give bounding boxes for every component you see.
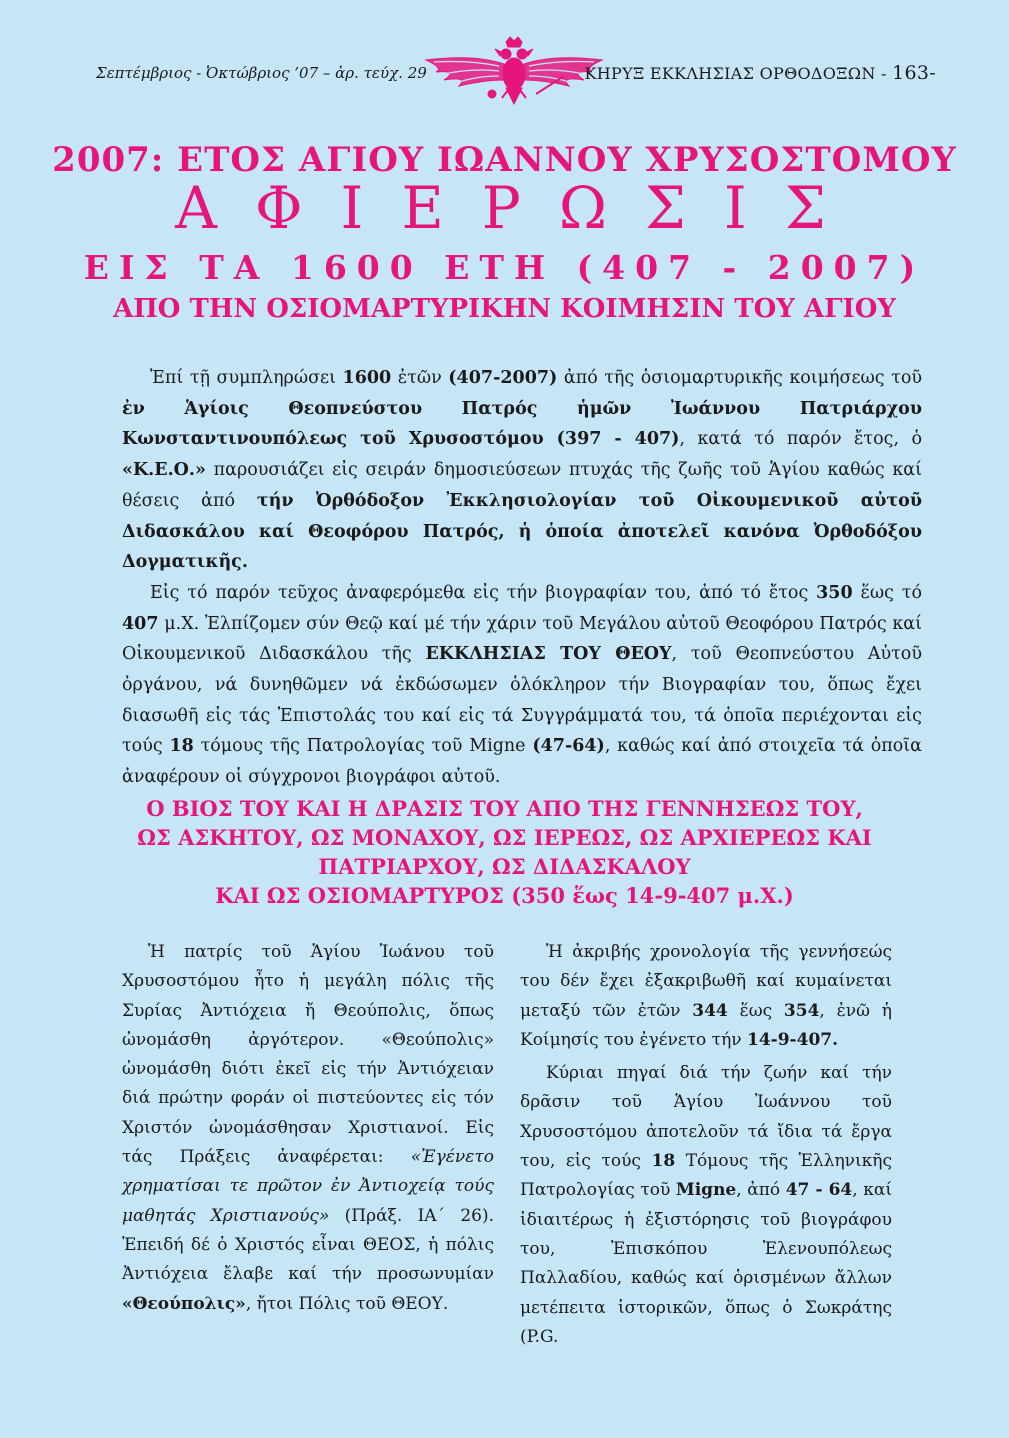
right-paragraph-1: Ἡ ἀκριβής χρονολογία τῆς γεννήσεώς του δέν ἔχει ἐξακριβωθῆ καί κυμαίνεται μεταξύ τῶν ἐτῶν 344 ἕως 354, ἐνῶ ἡ Κοίμησίς του ἐγένετο τήν 14-9-407. (520, 942, 892, 1050)
right-column (520, 938, 892, 1352)
right-paragraph-2: Κύριαι πηγαί διά τήν ζωήν καί τήν δρᾶσιν τοῦ Ἁγίου Ἰωάννου τοῦ Χρυσοστόμου ἀποτελοῦν τά ἴδια τά ἔργα του, εἰς τούς 18 Τόμους τῆς Ἑλληνικῆς Πατρολογίας τοῦ Migne, ἀπό 47 - 64, καί ἰδιαιτέρως ἡ ἐξιστόρησις τοῦ βιογράφου του, Ἐπισκόπου Ἑλενουπόλεως Παλλαδίου, καθώς καί ὁρισμένων ἄλλων μετέπειτα ἱστορικῶν, ὅπως ὁ Σωκράτης (P.G. (520, 1063, 892, 1347)
page-header (96, 36, 936, 106)
journal-name: ΚΗΡΥΞ ΕΚΚΛΗΣΙΑΣ ΟΡΘΟΔΟΞΩΝ - (584, 64, 887, 83)
title-line-3: ΕΙΣ ΤΑ 1600 ΕΤΗ (407 - 2007) (83, 248, 926, 287)
issue-info: Σεπτέμβριος - Ὀκτώβριος ’07 – ἀρ. τεύχ. 29 (96, 64, 427, 82)
title-dedication: ΑΦΙΕΡΩΣΙΣ (175, 174, 864, 242)
title-line-1: 2007: ΕΤΟΣ ΑΓΙΟΥ ΙΩΑΝΝΟΥ ΧΡΥΣΟΣΤΟΜΟΥ (52, 140, 957, 180)
section-heading-line-4: ΚΑΙ ΩΣ ΟΣΙΟΜΑΡΤΥΡΟΣ (350 ἕως 14-9-407 μ.Χ.) (215, 883, 794, 908)
journal-title (585, 62, 936, 84)
section-heading-line-1: Ο ΒΙΟΣ ΤΟΥ ΚΑΙ Η ΔΡΑΣΙΣ ΤΟΥ ΑΠΟ ΤΗΣ ΓΕΝΝΗΣΕΩΣ ΤΟΥ, (146, 796, 863, 821)
intro-text (122, 363, 922, 793)
left-paragraph: Ἡ πατρίς τοῦ Ἁγίου Ἰωάνου τοῦ Χρυσοστόμου ἦτο ἡ μεγάλη πόλις τῆς Συρίας Ἀντιόχεια ἤ Θεούπολις, ὅπως ὠνομάσθη ἀργότερον. «Θεούπολις» ὠνομάσθη διότι ἐκεῖ εἰς τήν Ἀντιόχειαν διά πρώτην φοράν οἱ πιστεύοντες εἰς τόν Χριστόν ὠνομάσθησαν Χριστιανοί. Εἰς τάς Πράξεις ἀναφέρεται: «Ἐγένετο χρηματίσαι τε πρῶτον ἐν Ἀντιοχείᾳ τούς μαθητάς Χριστιανούς» (Πράξ. ΙΑ´ 26). Ἐπειδή δέ ὁ Χριστός εἶναι ΘΕΟΣ, ἡ πόλις Ἀντιόχεια ἔλαβε καί τήν προσωνυμίαν «Θεούπολις», ἤτοι Πόλις τοῦ ΘΕΟΥ. (122, 942, 494, 1314)
page-number: 163- (892, 62, 936, 84)
left-column (122, 938, 494, 1319)
section-heading (0, 794, 1009, 910)
intro-paragraph-2: Εἰς τό παρόν τεῦχος ἀναφερόμεθα εἰς τήν βιογραφίαν του, ἀπό τό ἔτος 350 ἕως τό 407 μ.Χ. Ἐλπίζομεν σύν Θεῷ καί μέ τήν χάριν τοῦ Μεγάλου αὐτοῦ Θεοφόρου Πατρός καί Οἰκουμενικοῦ Διδασκάλου τῆς ΕΚΚΛΗΣΙΑΣ ΤΟΥ ΘΕΟΥ, τοῦ Θεοπνεύστου Αὐτοῦ ὀργάνου, νά δυνηθῶμεν νά ἐκδώσωμεν ὁλόκληρον τήν Βιογραφίαν του, ὅπως ἔχει διασωθῆ εἰς τάς Ἐπιστολάς του καί εἰς τά Συγγράμματά του, τά ὁποῖα περιέχονται εἰς τούς 18 τόμους τῆς Πατρολογίας τοῦ Migne (47-64), καθώς καί ἀπό στοιχεῖα τά ὁποῖα ἀναφέρουν οἱ σύγχρονοι βιογράφοι αὐτοῦ. (122, 582, 922, 788)
title-line-4: ΑΠΟ ΤΗΝ ΟΣΙΟΜΑΡΤΥΡΙΚΗΝ ΚΟΙΜΗΣΙΝ ΤΟΥ ΑΓΙΟΥ (113, 294, 896, 324)
section-heading-line-2: ΩΣ ΑΣΚΗΤΟΥ, ΩΣ ΜΟΝΑΧΟΥ, ΩΣ ΙΕΡΕΩΣ, ΩΣ ΑΡΧΙΕΡΕΩΣ ΚΑΙ (137, 825, 872, 850)
section-heading-line-3: ΠΑΤΡΙΑΡΧΟΥ, ΩΣ ΔΙΔΑΣΚΑΛΟΥ (318, 854, 691, 879)
intro-paragraph-1: Ἐπί τῇ συμπληρώσει 1600 ἐτῶν (407-2007) ἀπό τῆς ὁσιομαρτυρικῆς κοιμήσεως τοῦ ἐν Ἁγίοις Θεοπνεύστου Πατρός ἡμῶν Ἰωάννου Πατριάρχου Κωνσταντινουπόλεως τοῦ Χρυσοστόμου (397 - 407), κατά τό παρόν ἔτος, ὁ «Κ.Ε.Ο.» παρουσιάζει εἰς σειράν δημοσιεύσεων πτυχάς τῆς ζωῆς τοῦ Ἁγίου καθώς καί θέσεις ἀπό τήν Ὀρθόδοξον Ἐκκλησιολογίαν τοῦ Οἰκουμενικοῦ αὐτοῦ Διδασκάλου καί Θεοφόρου Πατρός, ἡ ὁποία ἀποτελεῖ κανόνα Ὀρθοδόξου Δογματικῆς. (122, 368, 922, 573)
